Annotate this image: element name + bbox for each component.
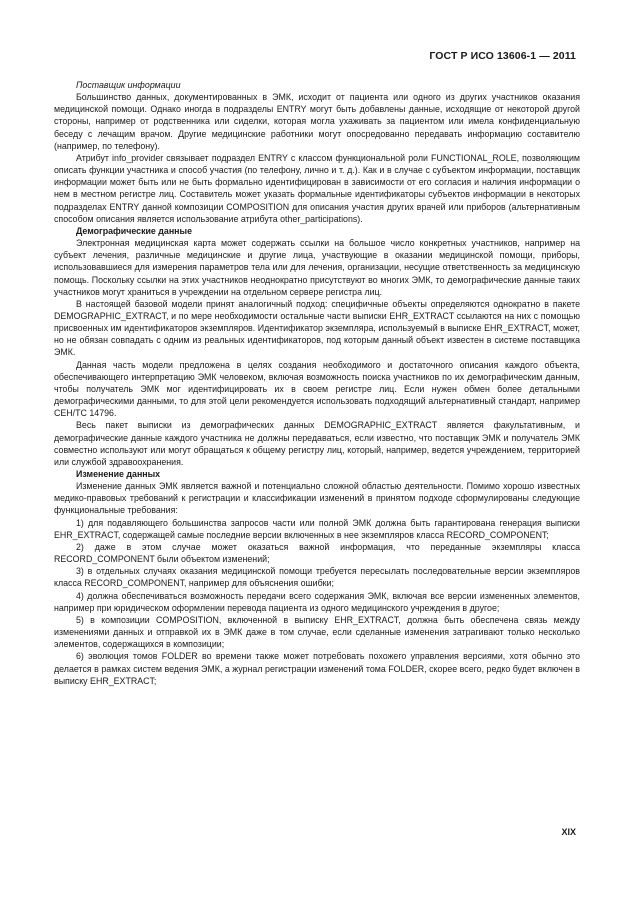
page-body xyxy=(54,79,580,687)
paragraph: Электронная медицинская карта может содержать ссылки на большое число конкретных участников, например на субъект лечения, различные медицинские и другие лица, участвующие в оказании медицинской помощи, приборы, использовавшиеся для измерения параметров тела или для лечения, организации, несущие ответственность за медицинскую помощь. Поскольку ссылки на этих участников неоднократно присутствуют во многих ЭМК, то демографические данные таких участников могут храниться в учреждении на отдельном сервере регистра лиц. xyxy=(54,238,580,297)
section-heading-demographics: Демографические данные xyxy=(76,225,192,236)
paragraph: В настоящей базовой модели принят аналогичный подход: специфичные объекты определяются однократно в пакете DEMOGRAPHIC_EXTRACT, и по мере необходимости остальные части выписки EHR_EXTRACT ссылаются на них с помощью присвоенных им идентификаторов экземпляров. Идентификатор экземпляра, используемый в выписке EHR_EXTRACT, может, но не обязан совпадать с одним из реальных идентификаторов, под которым данный объект известен в системе поставщика ЭМК. xyxy=(54,298,580,358)
paragraph: Атрибут info_provider связывает подраздел ENTRY с классом функциональной роли FUNCTIONAL_ROLE, позволяющим описать функции участника и способ участия (по телефону, лично и т. д.). Как и в случае с субъектом информации, поставщик информации может быть или не быть формально идентифицирован в зависимости от его согласия и наличия информации о нем в местном регистре лиц. Составитель может указать формальные идентификаторы субъектов информации в некоторых подразделах ENTRY данной композиции COMPOSITION для описания участия других врачей или приборов (альтернативным способом описания является использование атрибута other_participations). xyxy=(54,152,580,224)
paragraph: Данная часть модели предложена в целях создания необходимого и достаточного описания каждого объекта, обеспечивающего интерпретацию ЭМК человеком, включая возможность поиска участников по их демографическим данным, чтобы получатель ЭМК мог идентифицировать их в своем регистре лиц. Если нужен обмен более детальными демографическими данными, то для этой цели рекомендуется использовать подходящий альтернативный стандарт, например CEH/TC 14796. xyxy=(54,359,580,419)
list-item: 1) для подавляющего большинства запросов части или полной ЭМК должна быть гарантирована генерация выписки EHR_EXTRACT, содержащей самые последние версии включенных в нее экземпляров класса RECORD_COMPONENT; xyxy=(54,517,580,540)
paragraph: Изменение данных ЭМК является важной и потенциально сложной областью деятельности. Помимо хорошо известных медико-правовых требований к регистрации и классификации изменений в принятом подходе сформулированы следующие функциональные требования: xyxy=(54,481,580,516)
list-item: 5) в композиции COMPOSITION, включенной в выписку EHR_EXTRACT, должна быть обеспечена связь между изменениями данных и отправкой их в ЭМК даже в том случае, если сделанные изменения затрагивают только несколько элементов, содержащихся в композиции; xyxy=(54,614,580,650)
paragraph: Весь пакет выписки из демографических данных DEMOGRAPHIC_EXTRACT является факультативным, и демографические данные каждого участника не должны передаваться, если известно, что поставщик ЭМК и получатель ЭМК совместно используют или могут обращаться к общему регистру лиц, который, например, ведется учреждением, территорией или службой здравоохранения. xyxy=(54,420,580,467)
section-heading-data-changes: Изменение данных xyxy=(76,469,161,479)
list-item: 3) в отдельных случаях оказания медицинской помощи требуется пересылать последовательные версии экземпляров класса RECORD_COMPONENT, например для объяснения ошибки; xyxy=(54,566,580,589)
list-item: 2) даже в этом случае может оказаться важной информация, что переданные экземпляры класса RECORD_COMPONENT были объектом изменений; xyxy=(54,541,580,565)
list-item: 4) должна обеспечиваться возможность передачи всего содержания ЭМК, включая все версии измененных элементов, например при юридическом оформлении перевода пациента из одного медицинского учреждения в другое; xyxy=(54,590,580,613)
document-header: ГОСТ Р ИСО 13606-1 — 2011 xyxy=(429,50,576,62)
list-item: 6) эволюция томов FOLDER во времени также может потребовать похожего управления версиями, хотя обычно это делается в рамках систем ведения ЭМК, а журнал регистрации изменений тома FOLDER, скорее всего, редко будет включен в выписку EHR_EXTRACT; xyxy=(54,651,580,686)
section-heading-info-provider: Поставщик информации xyxy=(76,80,181,90)
page-number: XIX xyxy=(561,827,576,837)
paragraph: Большинство данных, документированных в ЭМК, исходит от пациента или одного из других участников оказания медицинской помощи. Однако иногда в подразделы ENTRY могут быть добавлены данные, исходящие от некоторой другой стороны, например от родственника или сиделки, которая могла ухаживать за пациентом или имела конфиденциальную беседу с лечащим врачом. Другие медицинские работники могут опосредованно передавать информацию составителю (например, по телефону). xyxy=(54,92,580,151)
